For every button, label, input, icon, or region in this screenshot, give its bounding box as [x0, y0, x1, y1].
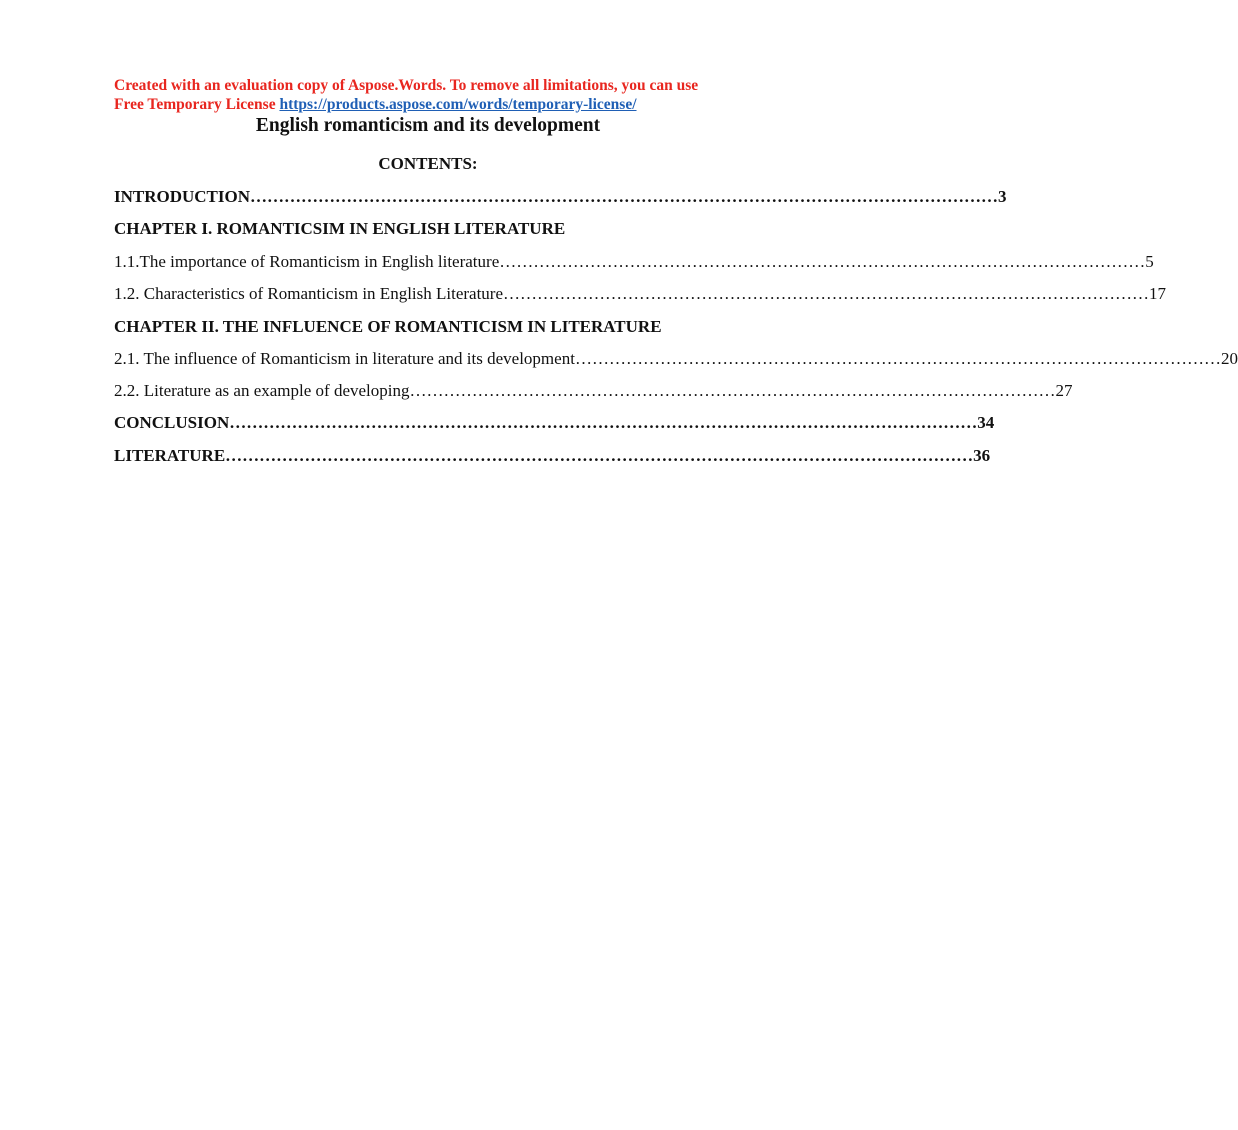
toc-dot-leader: …………………………………………………………………………………………………… — [499, 252, 1146, 271]
toc-entry-label: 2.1. The influence of Romanticism in literature and its development — [114, 349, 575, 368]
toc-entry-label: CHAPTER I. ROMANTICSIM IN ENGLISH LITERATURE — [114, 219, 566, 238]
toc-entry-2-2[interactable] — [114, 379, 1073, 403]
contents-heading: CONTENTS: — [378, 154, 478, 173]
toc-entry-label: 2.2. Literature as an example of developing — [114, 381, 410, 400]
toc-entry-1-1[interactable] — [114, 250, 1154, 274]
toc-page-number: 34 — [977, 413, 995, 432]
toc-entry-label: INTRODUCTION — [114, 187, 251, 206]
toc-page-number: 20 — [1220, 349, 1238, 368]
toc-dot-leader: …………………………………………………………………………………………………………………… — [229, 413, 978, 432]
toc-entry-conclusion[interactable] — [114, 411, 995, 435]
toc-entry-chapter-1[interactable] — [114, 217, 742, 241]
watermark-license-text: Free Temporary License — [114, 96, 280, 113]
toc-page-number: 5 — [1145, 252, 1154, 271]
toc-dot-leader: …………………………………………………………………………………………………… — [503, 284, 1150, 303]
toc-entry-label: 1.1.The importance of Romanticism in English literature — [114, 252, 500, 271]
toc-dot-leader: …………………………………………………………………………………………………………………… — [250, 187, 999, 206]
toc-page-number: 27 — [1055, 381, 1073, 400]
toc-dot-leader: …………………………………………………………………………………………………… — [409, 381, 1056, 400]
toc-entry-label: CHAPTER II. THE INFLUENCE OF ROMANTICISM IN LITERATURE — [114, 317, 662, 336]
toc-entry-chapter-2[interactable] — [114, 315, 742, 339]
toc-page-number: 36 — [973, 446, 991, 465]
toc-entry-label: 1.2. Characteristics of Romanticism in English Literature — [114, 284, 504, 303]
toc-page-number: 3 — [998, 187, 1007, 206]
toc-entry-label: LITERATURE — [114, 446, 226, 465]
toc-entry-literature[interactable] — [114, 444, 991, 468]
toc-page-number: 17 — [1149, 284, 1167, 303]
evaluation-watermark — [114, 76, 754, 114]
watermark-line-2 — [114, 95, 754, 114]
document-title: English romanticism and its development — [255, 115, 601, 136]
toc-entry-1-2[interactable] — [114, 282, 1167, 306]
toc-entry-2-1[interactable] — [114, 347, 1238, 371]
toc-dot-leader: …………………………………………………………………………………………………………………… — [225, 446, 974, 465]
toc-entry-label: CONCLUSION — [114, 413, 230, 432]
watermark-line-1: Created with an evaluation copy of Aspose.Words. To remove all limitations, you can use — [114, 77, 699, 94]
toc-dot-leader: …………………………………………………………………………………………………… — [574, 349, 1221, 368]
temporary-license-link[interactable]: https://products.aspose.com/words/temporary-license/ — [279, 96, 637, 113]
toc-entry-introduction[interactable] — [114, 185, 1007, 209]
